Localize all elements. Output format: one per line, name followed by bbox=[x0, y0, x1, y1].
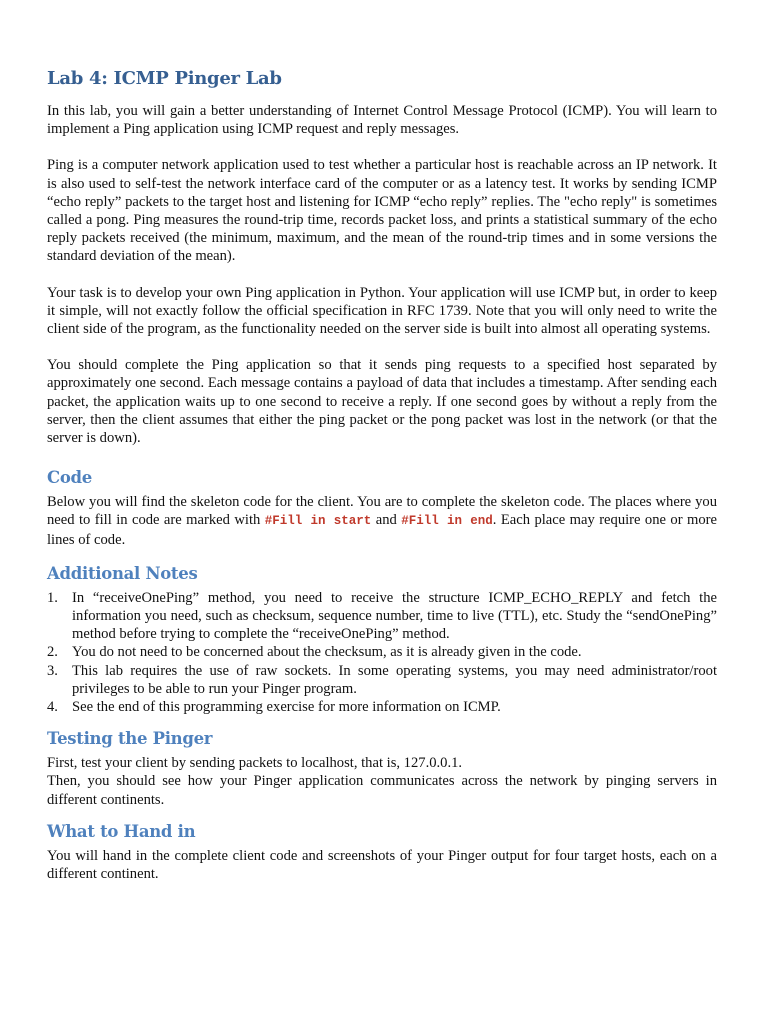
handin-heading: What to Hand in bbox=[47, 821, 196, 841]
list-number: 3. bbox=[47, 662, 58, 679]
notes-heading: Additional Notes bbox=[47, 563, 198, 583]
notes-list bbox=[47, 589, 717, 716]
code-paragraph bbox=[47, 493, 717, 549]
fill-start-marker: #Fill in start bbox=[264, 514, 372, 529]
list-number: 4. bbox=[47, 699, 58, 716]
document-page bbox=[47, 66, 717, 901]
intro-paragraph-4: You should complete the Ping application so that it sends ping requests to a specified host separated by approximately one second. Each message contains a payload of data that includes a timestamp. After sending each packet, the application waits up to one second to receive a reply. If one second goes by without a reply from the server, then the client assumes that either the ping packet or the pong packet was lost in the network (or that the server is down). bbox=[47, 357, 717, 447]
code-text-2: and bbox=[371, 512, 402, 529]
list-text: This lab requires the use of raw sockets. In some operating systems, you may need administrator/root privileges to be able to run your Pinger program. bbox=[72, 662, 717, 697]
list-item bbox=[47, 698, 717, 716]
list-text: You do not need to be concerned about the checksum, as it is already given in the code. bbox=[72, 644, 582, 661]
list-item bbox=[47, 662, 717, 698]
list-text: In “receiveOnePing” method, you need to receive the structure ICMP_ECHO_REPLY and fetch the information you need, such as checksum, sequence number, time to live (TTL), etc. Study the “sendOnePing” method before trying to complete the “receiveOnePing” method. bbox=[72, 589, 717, 643]
intro-paragraph-2: Ping is a computer network application used to test whether a particular host is reachable across an IP network. It is also used to self-test the network interface card of the computer or as a latency test. It works by sending ICMP “echo reply” packets to the target host and listening for ICMP “echo reply” replies. The "echo reply" is sometimes called a pong. Ping measures the round-trip time, records packet loss, and prints a statistical summary of the echo reply packets received (the minimum, maximum, and the mean of the round-trip times and in some versions the standard deviation of the mean). bbox=[47, 157, 717, 265]
code-text-3: . Each place may require one or more lines of code. bbox=[47, 512, 717, 548]
handin-paragraph: You will hand in the complete client code and screenshots of your Pinger output for four target hosts, each on a different continent. bbox=[47, 847, 717, 883]
code-heading: Code bbox=[47, 468, 92, 488]
intro-paragraph-1: In this lab, you will gain a better understanding of Internet Control Message Protocol (ICMP). You will learn to implement a Ping application using ICMP request and reply messages. bbox=[47, 103, 717, 138]
list-text: See the end of this programming exercise for more information on ICMP. bbox=[72, 699, 501, 716]
fill-end-marker: #Fill in end bbox=[401, 514, 493, 529]
intro-paragraph-3: Your task is to develop your own Ping application in Python. Your application will use ICMP but, in order to keep it simple, will not exactly follow the official specification in RFC 1739. Note that you will only need to write the client side of the program, as the functionality needed on the server side is built into almost all operating systems. bbox=[47, 284, 717, 338]
list-number: 1. bbox=[47, 589, 58, 606]
testing-line-2: Then, you should see how your Pinger application communicates across the network by pinging servers in different continents. bbox=[47, 773, 717, 808]
testing-heading: Testing the Pinger bbox=[47, 729, 213, 749]
code-text-1: Below you will find the skeleton code for the client. You are to complete the skeleton code. The places where you need to fill in code are marked with bbox=[47, 494, 717, 529]
list-number: 2. bbox=[47, 644, 58, 661]
list-item bbox=[47, 643, 717, 661]
page-title: Lab 4: ICMP Pinger Lab bbox=[47, 68, 282, 89]
list-item bbox=[47, 589, 717, 644]
testing-line-1: First, test your client by sending packets to localhost, that is, 127.0.0.1. bbox=[47, 755, 463, 772]
testing-paragraph bbox=[47, 754, 717, 809]
